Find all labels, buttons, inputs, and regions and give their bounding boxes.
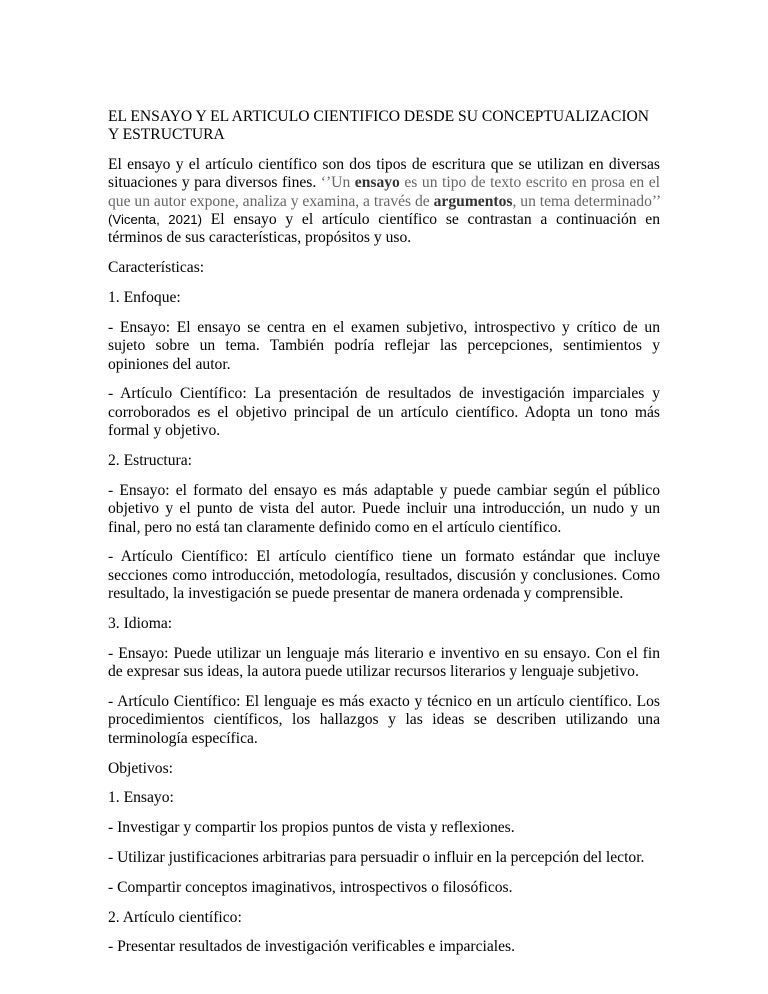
idioma-articulo: - Artículo Científico: El lenguaje es más exacto y técnico en un artículo científico. Los procedimientos científicos, los hallazgos y las ideas se describen utilizando una terminología específica. [108, 693, 660, 747]
quote-bold-ensayo: ensayo [354, 174, 400, 192]
document-page [108, 108, 660, 968]
enfoque-articulo: - Artículo Científico: La presentación de resultados de investigación imparciales y corroborados es el objetivo principal de un artículo científico. Adopta un tono más formal y objetivo. [108, 385, 660, 440]
quote-mid: es un tipo de texto escrito en prosa en el que un autor expone, analiza y examina, a través de [108, 174, 660, 210]
enfoque-heading: 1. Enfoque: [108, 289, 181, 307]
idioma-ensayo: - Ensayo: Puede utilizar un lenguaje más literario e inventivo en su ensayo. Con el fin de expresar sus ideas, la autora puede utilizar recursos literarios y lenguaje subjetivo. [108, 644, 660, 681]
enfoque-ensayo: - Ensayo: El ensayo se centra en el examen subjetivo, introspectivo y crítico de un sujeto sobre un tema. También podría reflejar las percepciones, sentimientos y opiniones del autor. [108, 318, 660, 373]
intro-paragraph [108, 156, 660, 248]
quote-open: ‘’Un [320, 174, 355, 192]
objetivo-ensayo-item: - Compartir conceptos imaginativos, introspectivos o filosóficos. [108, 878, 513, 896]
objetivos-ensayo-heading: 1. Ensayo: [108, 789, 174, 807]
quote-bold-argumentos: argumentos [433, 192, 513, 210]
idioma-heading: 3. Idioma: [108, 615, 173, 633]
estructura-heading: 2. Estructura: [108, 452, 193, 470]
objetivos-articulo-heading: 2. Artículo científico: [108, 908, 242, 926]
quote-close: , un tema determinado’’ [512, 192, 660, 210]
section-heading-objetivos: Objetivos: [108, 759, 173, 777]
document-title: EL ENSAYO Y EL ARTICULO CIENTIFICO DESDE SU CONCEPTUALIZACION Y ESTRUCTURA [108, 108, 650, 144]
intro-text-after: El ensayo y el artículo científico se contrastan a continuación en términos de sus características, propósitos y uso. [108, 211, 660, 247]
estructura-articulo: - Artículo Científico: El artículo científico tiene un formato estándar que incluye secciones como introducción, metodología, resultados, discusión y conclusiones. Como resultado, la investigación se puede presentar de manera ordenada y comprensible. [108, 548, 660, 603]
intro-text-before: El ensayo y el artículo científico son dos tipos de escritura que se utilizan en diversas situaciones y para diversos fines. [108, 155, 660, 192]
citation: (Vicenta, 2021) [108, 212, 203, 228]
objetivo-articulo-item: - Presentar resultados de investigación verificables e imparciales. [108, 938, 516, 956]
objetivo-ensayo-item: - Utilizar justificaciones arbitrarias para persuadir o influir en la percepción del lector. [108, 849, 645, 867]
section-heading-caracteristicas: Características: [108, 259, 205, 277]
estructura-ensayo: - Ensayo: el formato del ensayo es más adaptable y puede cambiar según el público objetivo y el punto de vista del autor. Puede incluir una introducción, un nudo y un final, pero no está tan claramente definido como en el artículo científico. [108, 481, 660, 536]
objetivo-ensayo-item: - Investigar y compartir los propios puntos de vista y reflexiones. [108, 819, 515, 837]
